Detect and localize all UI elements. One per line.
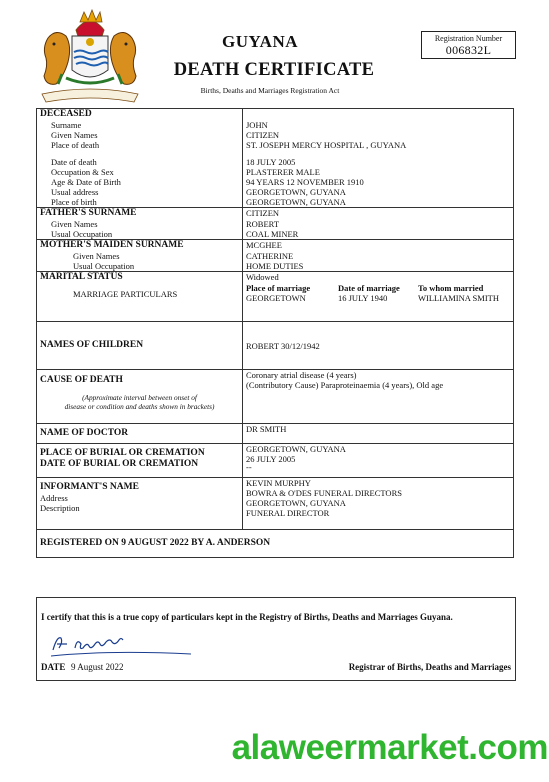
deceased-heading: DECEASED [40,109,92,119]
registration-number-value: 006832L [445,43,492,57]
cause-note-line2: disease or condition and deaths shown in brackets) [64,402,215,411]
informant-address-value: GEORGETOWN, GUYANA [246,498,346,508]
mother-given-value: CATHERINE [246,251,294,261]
mother-occupation-label: Usual Occupation [73,261,135,271]
mother-occupation-value: HOME DUTIES [246,261,304,271]
father-occupation-label: Usual Occupation [51,229,113,239]
coat-of-arms-emblem [36,8,144,108]
doctor-heading: NAME OF DOCTOR [40,428,129,438]
document-subtitle: Births, Deaths and Marriages Registration Act [200,86,340,95]
father-given-label: Given Names [51,219,98,229]
registrar-title: Registrar of Births, Deaths and Marriages [348,662,511,672]
given-names-value: CITIZEN [246,130,280,140]
registration-number-box [421,31,516,59]
marriage-place-header: Place of marriage [246,283,311,293]
place-of-death-label: Place of death [51,140,100,150]
marital-section [37,272,514,322]
usual-address-value: GEORGETOWN, GUYANA [246,187,346,197]
doctor-section [37,424,514,444]
registered-section [37,530,514,558]
children-value: ROBERT 30/12/1942 [246,340,320,351]
certification-date-label: DATE [41,662,66,672]
father-given-value: ROBERT [246,219,280,229]
informant-name-value: KEVIN MURPHY [246,478,311,488]
marriage-place-value: GEORGETOWN [246,293,306,303]
age-dob-label: Age & Date of Birth [51,177,121,187]
burial-place-heading: PLACE OF BURIAL OR CREMATION [40,448,205,458]
registered-statement: REGISTERED ON 9 AUGUST 2022 BY A. ANDERSON [40,538,271,548]
marriage-date-value: 16 JULY 1940 [338,293,388,303]
occupation-sex-value: PLASTERER MALE [246,167,320,177]
burial-section [37,444,514,478]
cause-line1: Coronary atrial disease (4 years) [246,370,357,380]
occupation-sex-label: Occupation & Sex [51,167,114,177]
place-of-death-value: ST. JOSEPH MERCY HOSPITAL , GUYANA [246,140,407,150]
surname-value: JOHN [246,120,268,130]
marital-heading: MARITAL STATUS [40,272,123,282]
doctor-value: DR SMITH [246,424,287,434]
given-names-label: Given Names [51,130,98,140]
mother-section [37,240,514,272]
informant-section [37,478,514,530]
usual-address-label: Usual address [51,187,99,197]
burial-date-heading: DATE OF BURIAL OR CREMATION [40,459,199,469]
burial-date-value: 26 JULY 2005 [246,454,296,464]
certification-box [36,597,516,681]
mother-given-label: Given Names [73,251,120,261]
registration-number-label: Registration Number [434,34,503,43]
informant-description-value: FUNERAL DIRECTOR [246,508,330,518]
cause-line2: (Contributory Cause) Paraproteinaemia (4 years), Old age [246,380,444,390]
informant-heading: INFORMANT'S NAME [40,482,139,492]
marriage-values-row [243,293,513,303]
father-surname-value: CITIZEN [246,208,280,218]
burial-place-value: GEORGETOWN, GUYANA [246,444,346,454]
age-dob-value: 94 YEARS 12 NOVEMBER 1910 [246,177,364,187]
deceased-section [37,109,514,208]
certification-date-value: 9 August 2022 [71,662,124,672]
cause-note-line1: (Approximate interval between onset of [82,393,197,402]
surname-label: Surname [51,120,82,130]
marriage-headers-row [243,283,513,293]
informant-address-label: Address [40,493,68,503]
cause-heading: CAUSE OF DEATH [40,375,123,385]
burial-extra-value: -- [246,464,252,470]
place-of-birth-label: Place of birth [51,197,97,207]
place-of-birth-value: GEORGETOWN, GUYANA [246,197,346,207]
informant-name2-value: BOWRA & O'DES FUNERAL DIRECTORS [246,488,402,498]
watermark-text: alaweermarket.com [231,728,548,767]
children-section [37,322,514,370]
marriage-date-header: Date of marriage [338,283,400,293]
marriage-whom-header: To whom married [418,283,484,293]
mother-surname-value: MCGHEE [246,240,282,250]
marriage-whom-value: WILLIAMINA SMITH [418,293,499,303]
children-heading: NAMES OF CHILDREN [40,340,144,350]
signature-image [47,630,197,658]
document-title: DEATH CERTIFICATE [173,60,375,80]
informant-description-label: Description [40,503,80,513]
marriage-particulars-label: MARRIAGE PARTICULARS [73,289,178,299]
country-name: GUYANA [221,32,299,51]
father-occupation-value: COAL MINER [246,229,299,239]
date-of-death-label: Date of death [51,157,97,167]
father-section [37,208,514,240]
father-heading: FATHER'S SURNAME [40,208,137,218]
cause-section [37,370,514,424]
mother-heading: MOTHER'S MAIDEN SURNAME [40,240,184,250]
certification-text: I certify that this is a true copy of particulars kept in the Registry of Births, Deaths and Marriages Guyana. [41,612,453,622]
marital-status-value: Widowed [246,272,279,282]
certificate-table [36,108,514,558]
date-of-death-value: 18 JULY 2005 [246,157,296,167]
